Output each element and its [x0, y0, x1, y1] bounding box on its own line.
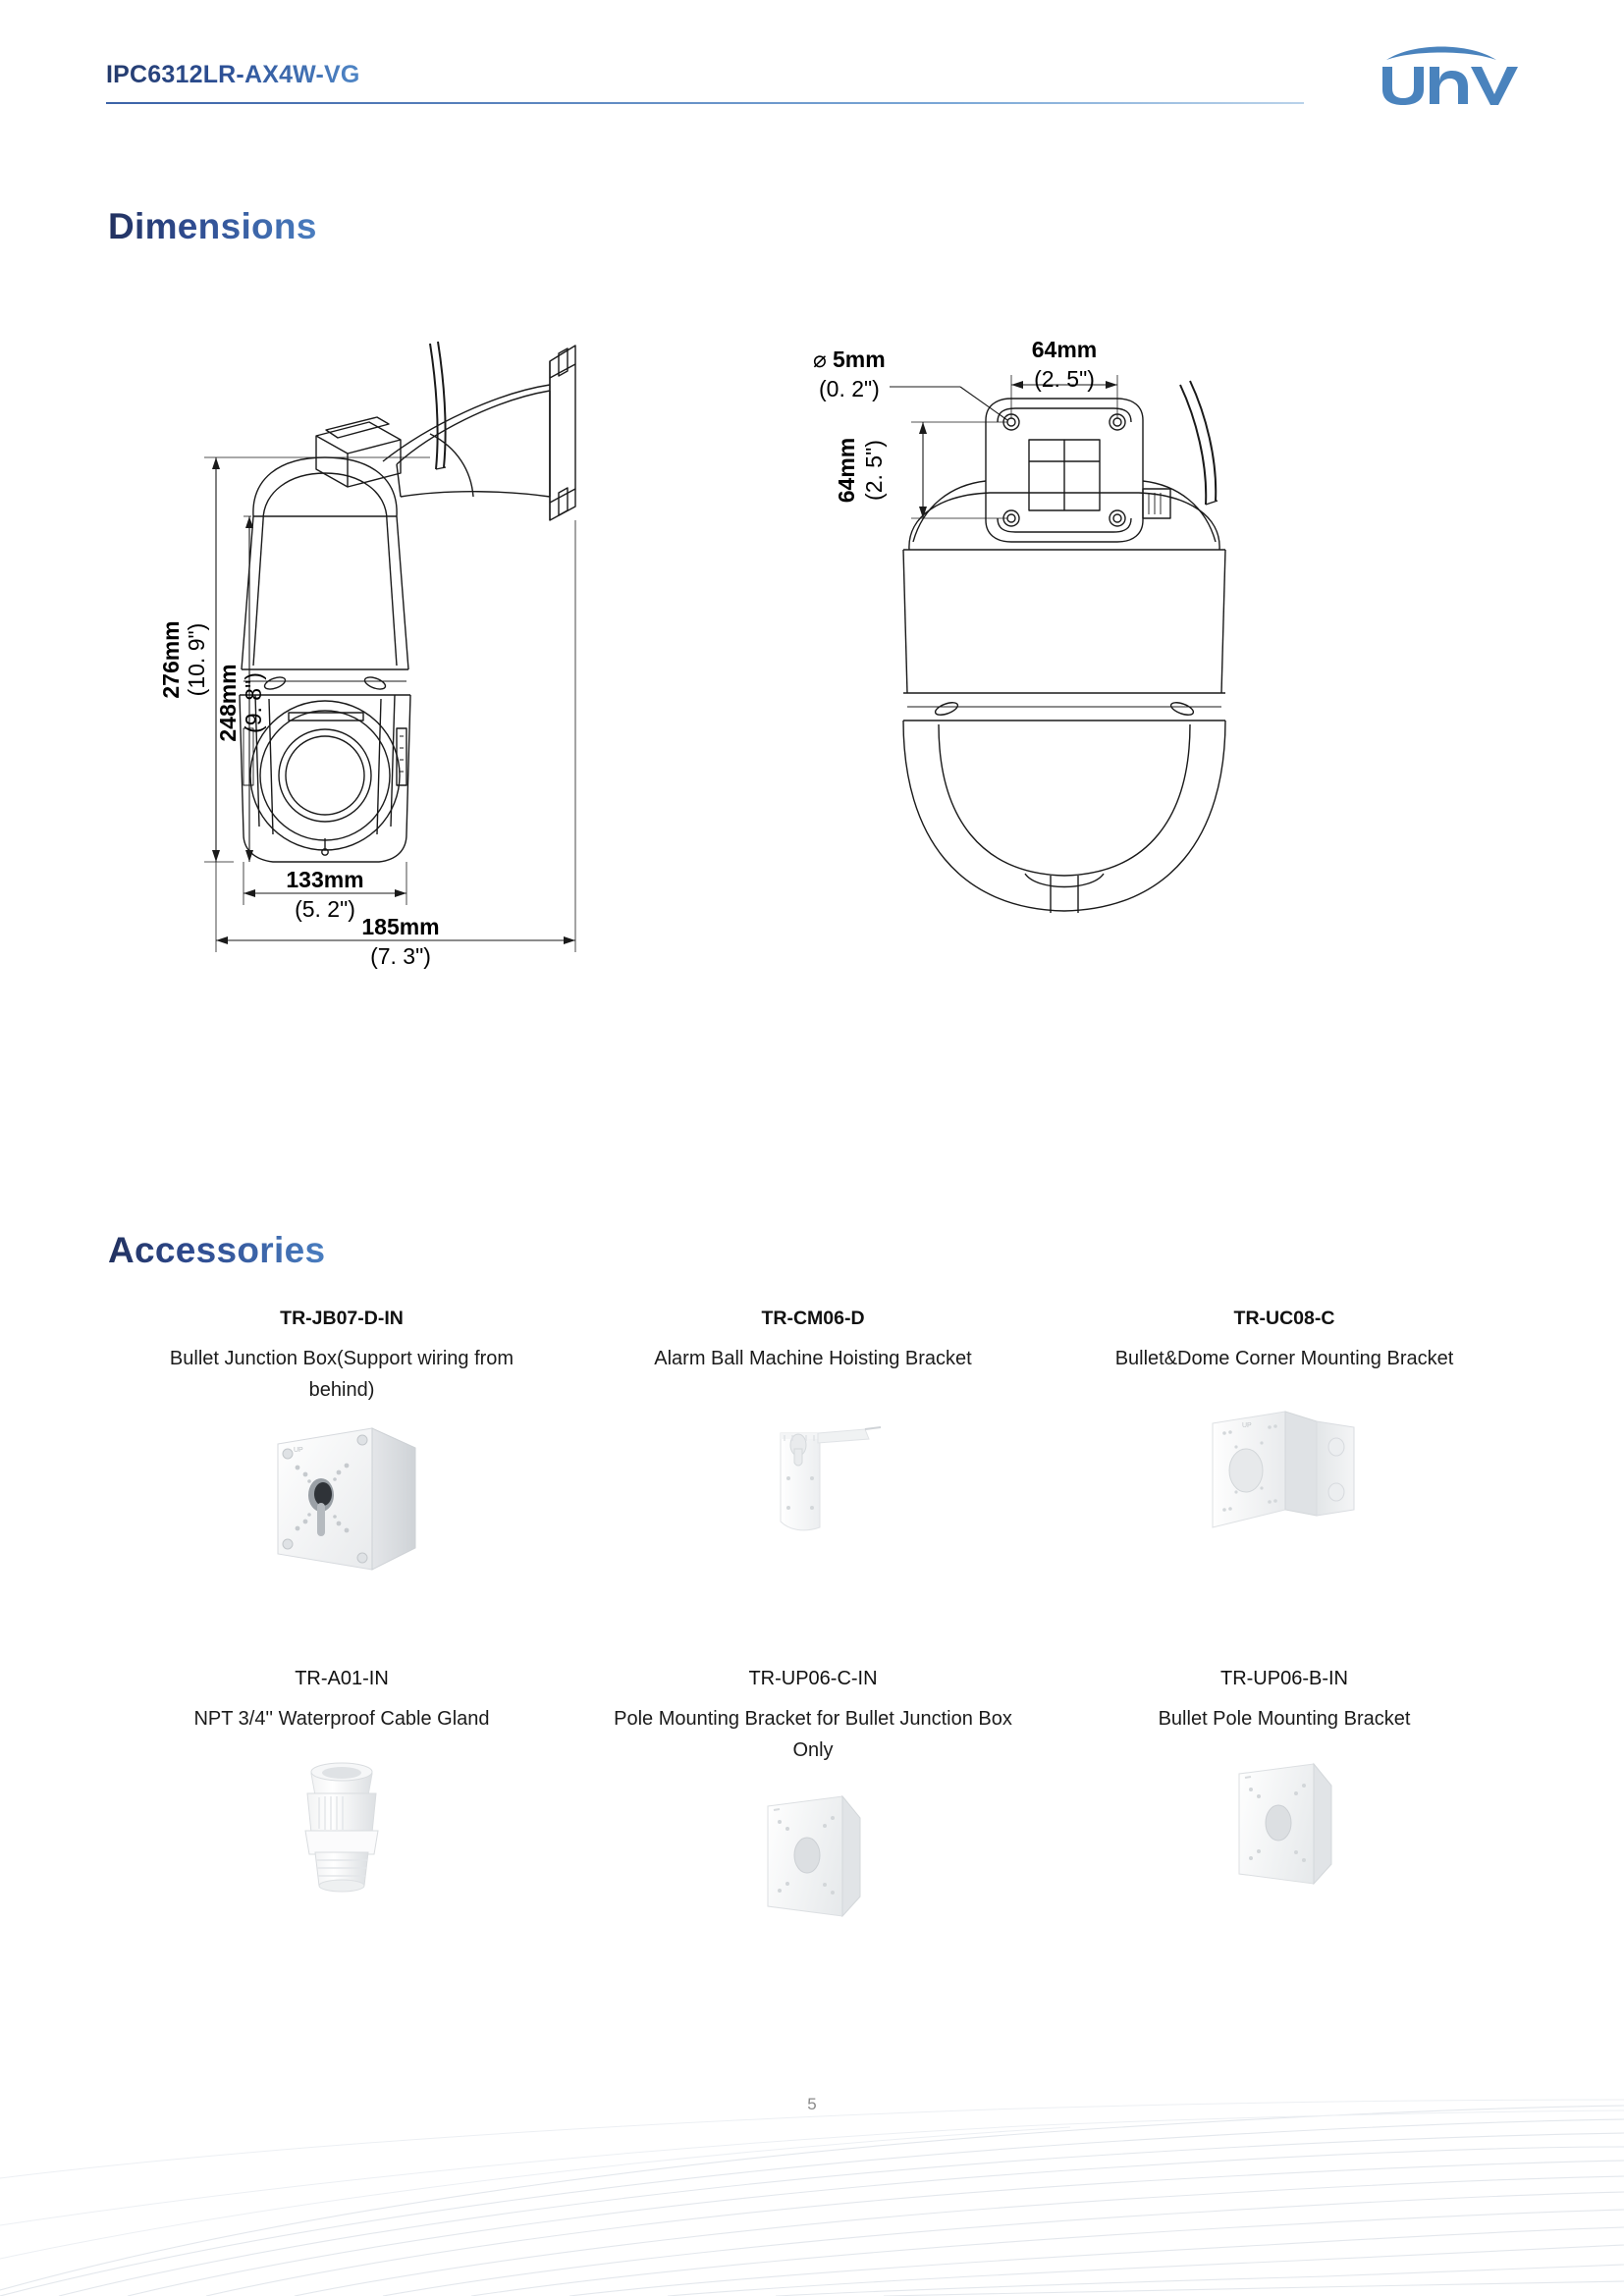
accessory-model: TR-JB07-D-IN [280, 1308, 404, 1329]
accessory-model: TR-A01-IN [295, 1668, 389, 1689]
hole-diameter-symbol: ⌀ [813, 347, 827, 372]
front-height-body-in: (9. 8") [241, 672, 266, 733]
accessory-description: NPT 3/4'' Waterproof Cable Gland [193, 1708, 490, 1730]
hole-diameter-in: (0. 2") [819, 376, 880, 401]
front-width-total-mm: 185mm [361, 914, 440, 939]
front-width-total-in: (7. 3") [370, 943, 431, 969]
accessory-item-tr-uc08-c [1049, 1301, 1520, 1585]
accessory-item-tr-cm06-d [577, 1301, 1049, 1585]
accessory-description: Pole Mounting Bracket for Bullet Junction Box Only [614, 1708, 1012, 1762]
accessory-model: TR-UC08-C [1233, 1308, 1335, 1329]
accessory-description: Bullet Pole Mounting Bracket [1158, 1708, 1411, 1730]
accessory-image-hoisting-bracket [591, 1384, 1035, 1553]
camera-top-view-drawing [793, 324, 1520, 1188]
top-depth-mm: 64mm [834, 437, 859, 504]
top-width-in: (2. 5") [1034, 366, 1095, 392]
product-model-title: IPC6312LR-AX4W-VG [106, 61, 360, 88]
accessory-description: Bullet Junction Box(Support wiring from behind) [169, 1348, 514, 1402]
top-depth-in: (2. 5") [861, 440, 887, 501]
unv-logo [1363, 43, 1520, 108]
accessory-model: TR-CM06-D [761, 1308, 865, 1329]
accessory-image-corner-bracket [1062, 1384, 1506, 1553]
top-width-mm: 64mm [1031, 337, 1098, 362]
hole-diameter-mm: 5mm [833, 347, 886, 372]
front-height-total-mm: 276mm [158, 620, 184, 699]
accessories-grid-row1 [106, 1301, 1520, 1585]
front-height-body-mm: 248mm [215, 664, 241, 742]
svg-text:UP: UP [1242, 1422, 1252, 1430]
dimensions-drawings [106, 324, 1520, 1188]
accessory-image-junction-box [120, 1416, 564, 1585]
accessory-model: TR-UP06-C-IN [748, 1668, 878, 1689]
header-divider [106, 102, 1304, 104]
accessory-description: Bullet&Dome Corner Mounting Bracket [1114, 1348, 1454, 1370]
accessory-description: Alarm Ball Machine Hoisting Bracket [654, 1348, 972, 1370]
front-width-dome-mm: 133mm [286, 867, 364, 892]
accessory-image-cable-gland [120, 1752, 564, 1899]
footer-wave-decoration [0, 1884, 1624, 2296]
page-number: 5 [807, 2095, 817, 2113]
dimensions-section-title: Dimensions [108, 206, 317, 246]
page-header [106, 61, 1520, 122]
front-height-total-in: (10. 9") [184, 622, 209, 697]
accessory-item-tr-jb07-d-in [106, 1301, 577, 1585]
front-width-dome-in: (5. 2") [295, 896, 355, 922]
accessories-section-title: Accessories [108, 1230, 326, 1270]
accessory-model: TR-UP06-B-IN [1219, 1668, 1348, 1689]
camera-front-view-drawing [106, 324, 813, 1188]
svg-text:UP: UP [294, 1446, 303, 1454]
accessory-image-pole-bracket-b [1062, 1752, 1506, 1899]
